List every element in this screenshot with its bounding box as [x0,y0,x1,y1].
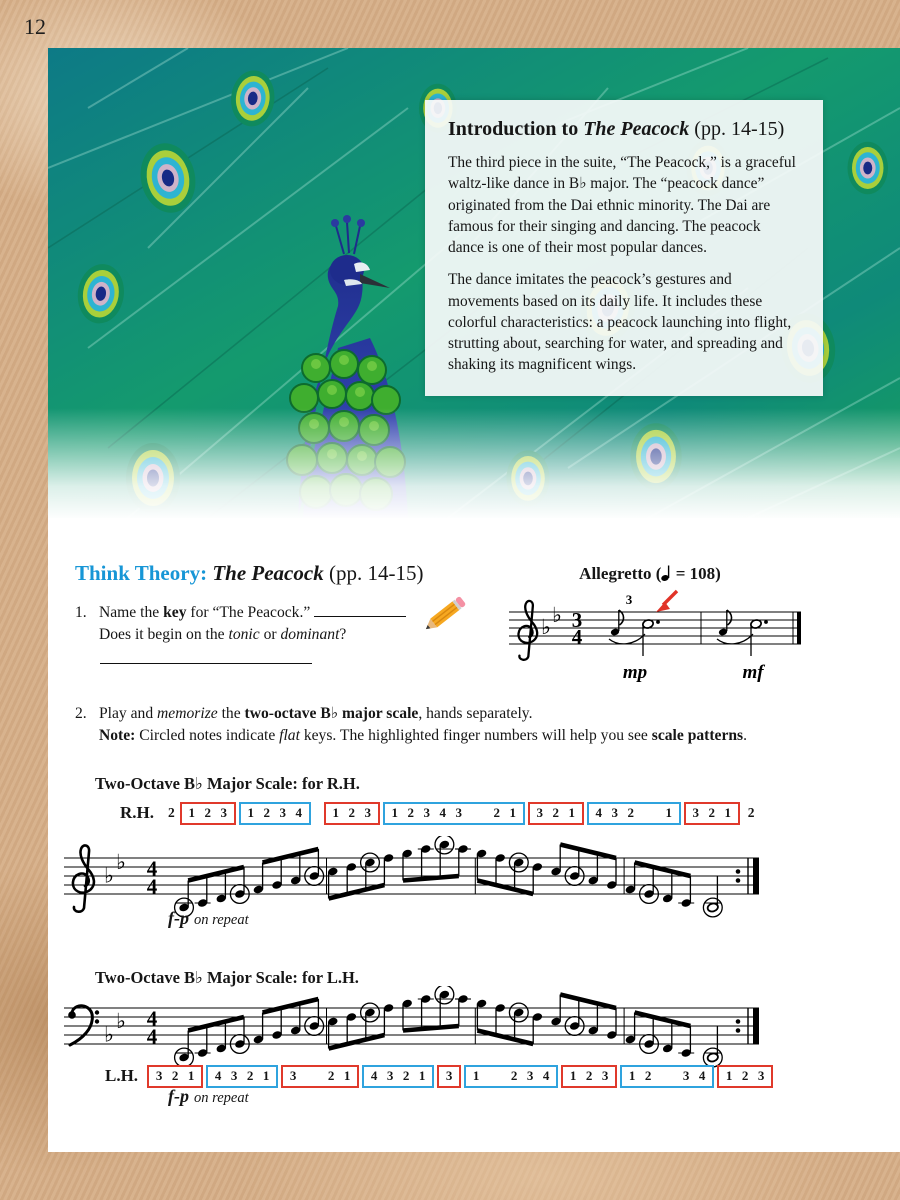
red-arrow-icon [656,591,677,612]
introduction-heading: Introduction to The Peacock (pp. 14-15) [448,118,785,140]
answer-line [100,662,312,664]
finger-number: 1 [724,805,731,820]
finger-number: 2 [552,805,559,820]
finger-number: 3 [386,1068,394,1083]
answer-blank [314,602,406,617]
time-signature: 3 [571,608,583,632]
fingering-box-blue [464,1065,558,1088]
lh-staff-notation [60,986,800,1072]
finger-number: 2 [510,1068,518,1083]
fingering-suffix: 2 [747,805,755,820]
finger-number: 1 [332,805,339,820]
finger-number: 2 [246,1068,254,1083]
flat-sign: ♭ [552,603,562,627]
finger-number: 3 [757,1068,765,1083]
fingering-box-blue [620,1065,714,1088]
lh-dynamics: f-p on repeat [168,1086,249,1106]
fingering-box-blue [362,1065,434,1088]
finger-number: 1 [569,1068,577,1083]
finger-number: 3 [220,805,227,820]
treble-clef-icon [73,845,94,911]
finger-number: 2 [407,805,414,820]
flat-sign: ♭ [104,863,114,888]
treble-clef-icon [518,601,537,660]
finger-number: 2 [204,805,211,820]
fingering-box-red [180,802,236,825]
dynamic-mp: mp [622,662,648,683]
half-note [707,1052,719,1062]
finger-number: 2 [348,805,355,820]
finger-number: 1 [472,1068,480,1083]
hand-label: L.H. [105,1066,139,1085]
finger-number: 3 [279,805,286,820]
time-signature: 4 [571,625,583,649]
finger-number: 1 [188,805,195,820]
finger-number: 3 [445,1068,453,1083]
fingering-box-blue [239,802,311,825]
flat-sign: ♭ [116,1009,126,1033]
finger-number: 2 [644,1068,652,1083]
finger-number: 1 [187,1068,195,1083]
finger-number: 1 [343,1068,351,1083]
dynamic-mf: mf [742,662,764,683]
finger-number: 2 [263,805,270,820]
finger-number: 2 [627,805,634,820]
fingering-box-blue [587,802,681,825]
page-number: 12 [24,14,46,39]
finger-number: 1 [725,1068,733,1083]
time-signature: 4 [146,1006,158,1031]
pencil-icon [418,589,470,641]
fingering-box-red [717,1065,773,1088]
introduction-paragraph-1: The third piece in the suite, “The Peacock,” is a graceful waltz-like dance in B♭ major. The “peacock dance” originated from the Dai ethnic minority. The Dai are famous for their singing and dancing. The peacock dance is one of their most popular dances. [448,154,796,256]
bass-clef-icon [68,1006,99,1045]
finger-number: 4 [542,1068,550,1083]
finger-number: 4 [214,1068,222,1083]
finger-number: 3 [289,1068,297,1083]
finger-number: 1 [665,805,672,820]
finger-number: 1 [247,805,254,820]
finger-number: 4 [295,805,302,820]
finger-number: 3 [230,1068,238,1083]
tempo-heading: Allegretto ( = 108) [579,564,721,583]
think-theory-heading: Think Theory: The Peacock (pp. 14-15) [75,561,424,585]
fingering-box-red [281,1065,359,1088]
fingering-box-red [561,1065,617,1088]
fingering-box-red [437,1065,461,1088]
quarter-note-icon [661,563,671,582]
flat-sign: ♭ [104,1022,114,1047]
finger-number: 1 [509,805,516,820]
rh-dynamics: f-p on repeat [168,908,249,928]
finger-number: 2 [585,1068,593,1083]
introduction-paragraph-2: The dance imitates the peacock’s gestures and movements based on its daily life. It includes these colorful characteristics: a peacock launching into flight, strutting about, searching for water, and spreading and shaking its magnificent wings. [448,271,792,374]
finger-number: 3 [692,805,699,820]
finger-number: 3 [611,805,618,820]
allegretto-notation [505,584,815,688]
finger-number: 1 [262,1068,270,1083]
time-signature: 4 [146,856,158,881]
finger-number: 3 [536,805,543,820]
fingering-box-red [684,802,740,825]
question-1: 1. Name the key for “The Peacock.” Does it begin on the tonic or dominant? [75,602,475,646]
introduction-box [425,100,823,396]
photo-fade [48,408,900,520]
finger-number: 4 [370,1068,378,1083]
lh-scale-heading: Two-Octave B♭ Major Scale: for L.H. [95,968,359,987]
fingering-box-blue [383,802,525,825]
finger-number: 2 [402,1068,410,1083]
finger-number: 3 [155,1068,163,1083]
rh-scale-heading: Two-Octave B♭ Major Scale: for R.H. [95,774,360,793]
finger-number: 1 [418,1068,426,1083]
finger-number: 3 [625,592,633,607]
flat-sign: ♭ [116,850,126,874]
finger-number: 3 [682,1068,690,1083]
finger-number: 2 [171,1068,179,1083]
finger-number: 1 [568,805,575,820]
lh-fingering-row [105,1064,776,1088]
fingering-box-blue [206,1065,278,1088]
question-2: 2. Play and memorize the two-octave B♭ major scale, hands separately. Note: Circled notes indicate flat keys. The highlighted finger numbers will help you see scale patterns. [75,705,748,745]
flat-sign: ♭ [541,615,551,639]
finger-number: 4 [698,1068,706,1083]
finger-number: 2 [708,805,715,820]
finger-number: 2 [327,1068,335,1083]
finger-number: 1 [628,1068,636,1083]
fingering-prefix: 2 [168,805,175,820]
finger-number: 4 [595,805,602,820]
fingering-box-red [324,802,380,825]
finger-number: 4 [439,805,446,820]
fingering-box-red [147,1065,203,1088]
finger-number: 3 [455,805,462,820]
half-note [707,902,719,912]
finger-number: 3 [601,1068,609,1083]
time-signature: 4 [146,874,158,899]
finger-number: 2 [741,1068,749,1083]
fingering-box-red [528,802,584,825]
finger-number: 1 [391,805,398,820]
hand-label: R.H. [120,803,154,822]
finger-number: 2 [493,805,500,820]
finger-number: 3 [423,805,430,820]
rh-fingering-row [120,801,760,825]
finger-number: 3 [526,1068,534,1083]
finger-number: 3 [364,805,371,820]
time-signature: 4 [146,1024,158,1049]
